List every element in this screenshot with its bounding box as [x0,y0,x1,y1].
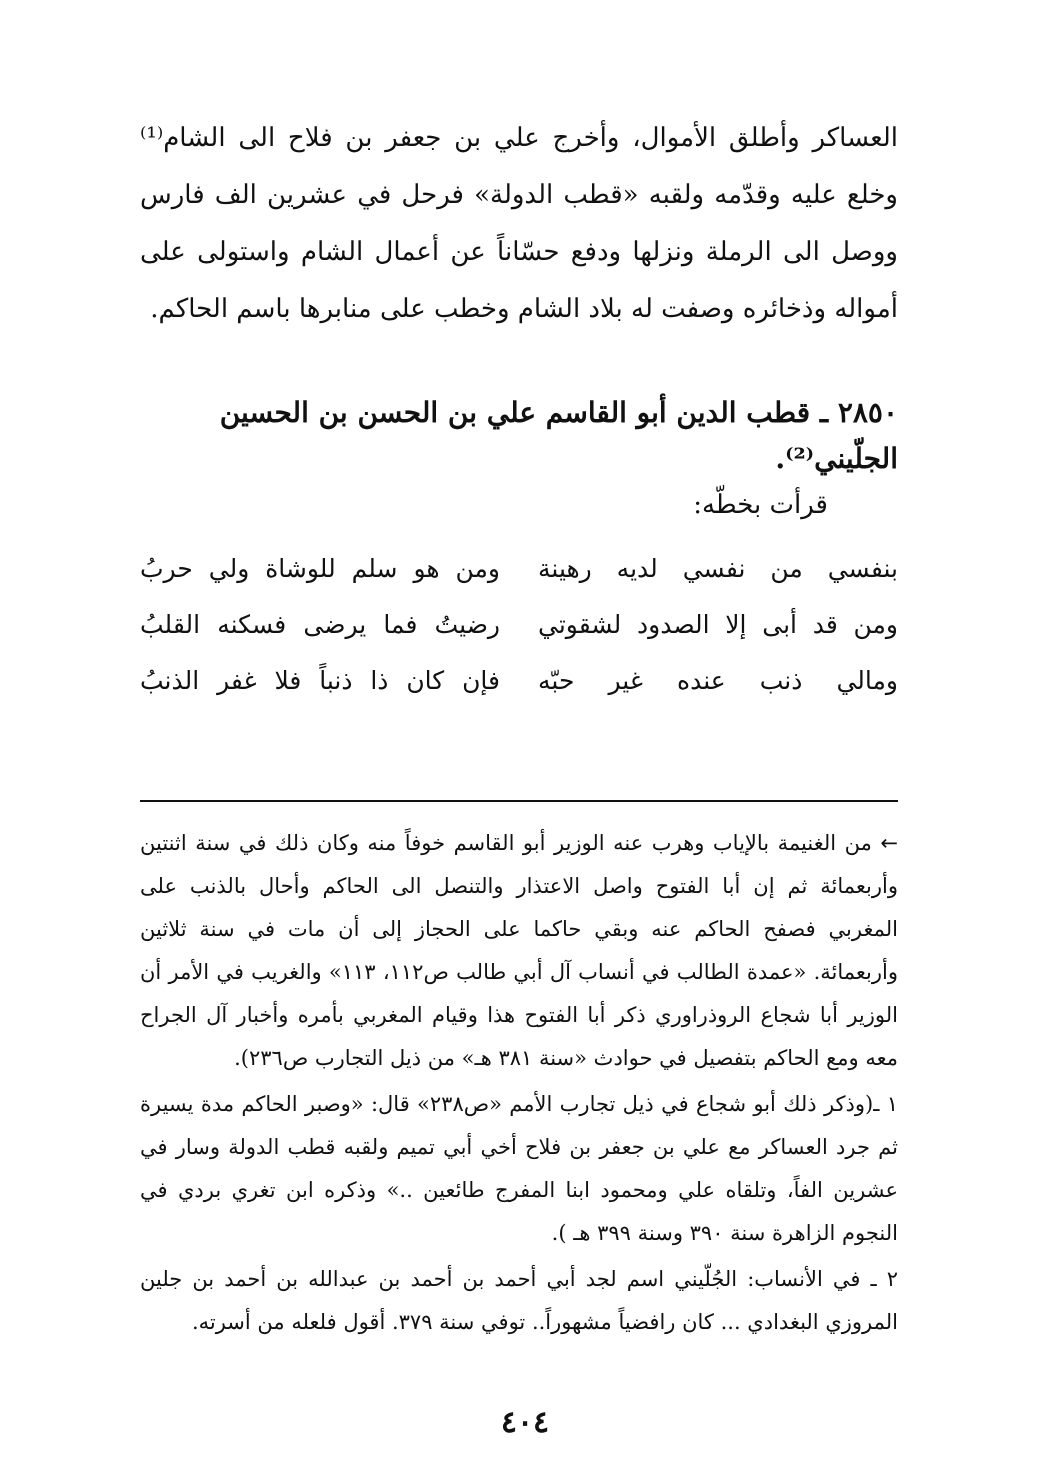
footnote-1: ١ ـ(وذكر ذلك أبو شجاع في ذيل تجارب الأمم «ص٢٣٨» قال: «وصبر الحاكم مدة يسيرة ثم جرد العساكر مع علي بن جعفر بن فلاح أخي أبي تميم ولقبه قطب الدولة وسار في عشرين الفاً، وتلقاه علي ومحمود ابنا المفرج طائعين ..» وذكره ابن تغري بردي في النجوم الزاهرة سنة ٣٩٠ وسنة ٣٩٩ هـ ). [140,1092,898,1245]
verse-first-hemistich: بنفسي من نفسي لديه رهينة [538,553,898,583]
page-number: ٤٠٤ [500,1405,550,1440]
footnote-continuation-text: من الغنيمة بالإياب وهرب عنه الوزير أبو القاسم خوفاً منه وكان ذلك في سنة اثنتين وأربعمائة ثم إن أبا الفتوح واصل الاعتذار والتنصل الى الحاكم وأحال بالذنب على المغربي فصفح الحاكم عنه وبقي حاكما على الحجاز إلى أن مات في سنة ثلاثين وأربعمائة. «عمدة الطالب في أنساب آل أبي طالب ص١١٢، ١١٣» والغريب في الأمر أن الوزير أبا شجاع الروذراوري ذكر أبا الفتوح هذا وقيام المغربي بأمره وأخبار آل الجراح معه ومع الحاكم بتفصيل في حوادث «سنة ٣٨١ هـ» من ذيل التجارب ص٢٣٦). [140,831,898,1070]
verse-first-hemistich: ومالي ذنب عنده غير حبّه [538,665,898,695]
footnote-2: ٢ ـ في الأنساب: الجُلّيني اسم لجد أبي أحمد بن أحمد بن عبدالله بن أحمد بن جلين المروزي البغدادي ... كان رافضياً مشهوراً.. توفي سنة ٣٧٩. أقول فلعله من أسرته. [140,1267,898,1334]
footnote-separator [140,800,898,802]
footnotes [140,822,898,1347]
entry-heading: ٢٨٥٠ ـ قطب الدين أبو القاسم علي بن الحسن بن الحسين الجلّيني⁽²⁾. [219,396,898,475]
verse-first-hemistich: ومن قد أبى إلا الصدود لشقوتي [538,609,898,639]
poem-verse [140,652,898,708]
verse-second-hemistich: فإن كان ذا ذنباً فلا غفر الذنبُ [140,665,500,695]
poem-verse [140,596,898,652]
entry-intro: قرأت بخطّه: [693,490,828,520]
verse-second-hemistich: ومن هو سلم للوشاة ولي حربُ [140,553,500,583]
footnote-continuation [140,822,898,1080]
poem [140,540,898,708]
continuation-arrow-icon: ← [880,831,898,855]
verse-second-hemistich: رضيتُ فما يرضى فسكنه القلبُ [140,609,500,639]
main-text [140,110,898,708]
poem-verse [140,540,898,596]
entry [140,390,898,528]
body-paragraph: العساكر وأطلق الأموال، وأخرج علي بن جعفر بن فلاح الى الشام⁽¹⁾ وخلع عليه وقدّمه ولقبه «قطب الدولة» فرحل في عشرين الف فارس ووصل الى الرملة ونزلها ودفع حسّاناً عن أعمال الشام واستولى على أمواله وذخائره وصفت له بلاد الشام وخطب على منابرها باسم الحاكم. [140,123,898,324]
